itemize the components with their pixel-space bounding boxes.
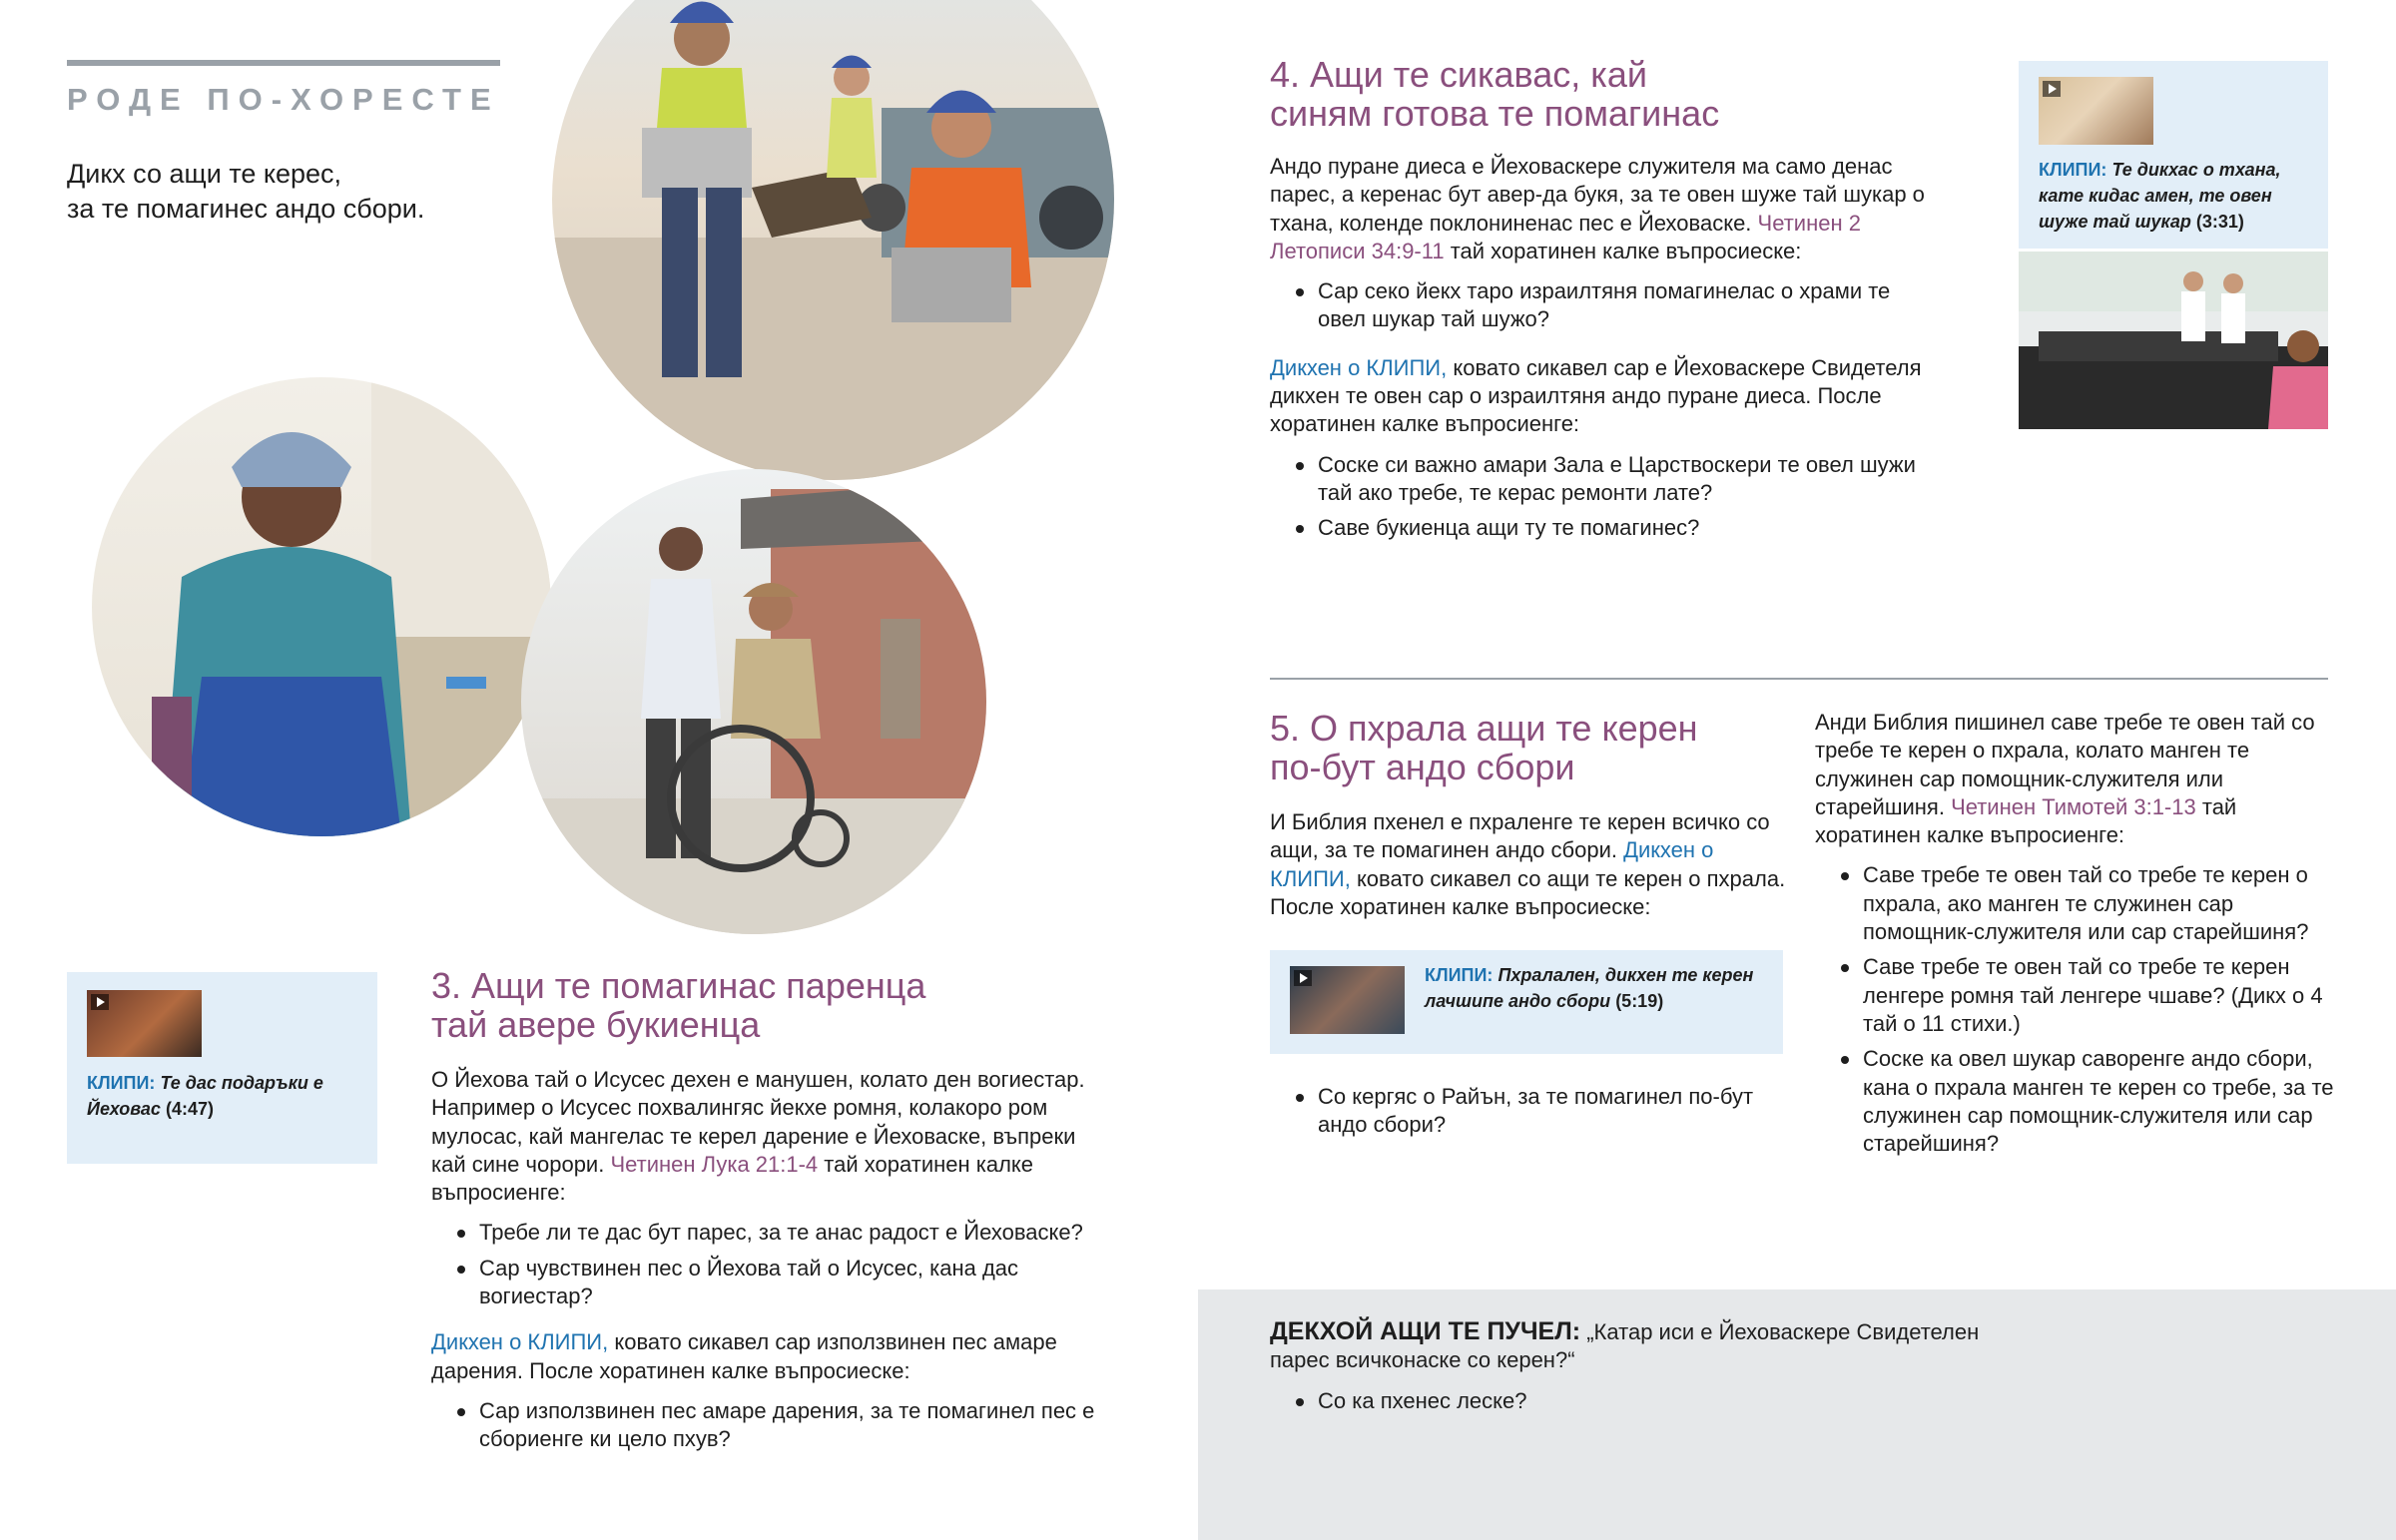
section5-video-caption [1425,962,1764,1014]
header-rule [67,60,500,66]
section3-video-box[interactable] [67,972,377,1164]
section4 [1270,55,1929,550]
video-duration: (5:19) [1615,991,1664,1011]
section4-paragraph-1: Андо пуране диеса е Йеховаскере служителя ма само денас парес, а керенас бут авер-да букя, за те овен шуже тай шукар о тхана, коленде поклониненас пес е Йеховаске. Четинен 2 Летописи 34:9-11 тай хоратинен калке въпросиеске: [1270,154,1925,263]
section5-right-column [1815,709,2334,1165]
video-label: КЛИПИ: [87,1073,156,1093]
question-item: Саве букиенца ащи ту те помагинес? [1270,514,1929,542]
video-label: КЛИПИ: [2039,160,2107,180]
intro-text: Дикх со ащи те керес, за те помагинес андо сбори. [67,159,425,224]
section3-paragraph-2: Дикхен о КЛИПИ, ковато сикавел сар използвинен пес амаре дарения. После хоратинен калке въпросиеске: [431,1329,1057,1383]
section3-video-link[interactable]: Дикхен о КЛИПИ, [431,1329,609,1355]
section3-questions-1 [431,1219,1100,1310]
section3-video-caption [87,1070,356,1122]
section5-paragraph-1: И Библия пхенел е пхраленге те керен всичко со ащи, за те помагинен андо сбори. Дикхен о КЛИПИ, ковато сикавел со ащи те керен о пхрала. После хоратинен калке въпросиеске: [1270,809,1786,919]
section5 [1270,709,1789,921]
footer-label: ДЕКХОЙ АЩИ ТЕ ПУЧЕЛ: [1270,1317,1581,1345]
question-item: Саве требе те овен тай со требе те керен ленгере ромня тай ленгере чшаве? (Дикх о 4 тай о 11 стихи.) [1815,953,2334,1038]
footer-questions [1270,1387,1989,1415]
section-divider [1270,678,2328,680]
video-title: Те дас подаръки е Йеховас [87,1073,323,1119]
section3-heading: 3. Ащи те помагинас паренца тай авере букиенца [431,965,926,1045]
section5-video-thumbnail[interactable] [1290,966,1405,1034]
section5-questions-1 [1270,1083,1789,1147]
section4-heading: 4. Ащи те сикавас, кай синям готова те помагинас [1270,54,1720,134]
section5-paragraph-2: Анди Библия пишинел саве требе те овен тай со требе те керен о пхрала, колато манген те служинен сар помощник-служителя или старейшиня. Четинен Тимотей 3:1-13 тай хоратинен калке въпросиенге: [1815,710,2315,848]
question-item: Со ка пхенес леске? [1270,1387,1989,1415]
footer-text [1270,1317,1989,1422]
question-item: Требе ли те дас бут парес, за те анас радост е Йеховаске? [431,1219,1100,1247]
question-item: Сар секо йекх таро израилтяня помагинелас о храми те овел шукар тай шужо? [1270,277,1929,334]
question-item: Со кергяс о Райън, за те помагинел по-бут андо сбори? [1270,1083,1789,1140]
section5-video-box[interactable] [1270,950,1783,1054]
illustration-wheelchair [521,469,986,934]
video-duration: (3:31) [2195,212,2244,232]
footer-quote: „Катар иси е Йеховаскере Свидетелен парес всичконаске со керен?“ [1270,1319,1980,1373]
illustration-construction [552,0,1114,480]
section3 [431,966,1100,1461]
section4-video-link[interactable]: Дикхен о КЛИПИ, [1270,354,1448,380]
question-item: Соске ка овел шукар саворенге андо сбори, кана о пхрала манген те керен со требе, за те служинен сар помощник-служителя или сар старейшиня? [1815,1045,2334,1158]
section4-photo [2019,252,2328,429]
question-item: Сар използвинен пес амаре дарения, за те помагинел пес е сбориенге ки цело пхув? [431,1397,1100,1454]
question-item: Саве требе те овен тай со требе те керен о пхрала, ако манген те служинен сар помощник-служителя или сар старейшиня? [1815,861,2334,946]
section4-scripture-link[interactable]: Четинен 2 Летописи 34:9-11 [1270,210,1861,263]
section3-paragraph-1: О Йехова тай о Исусес дехен е манушен, колато ден вогиестар. Например о Исусес похвалингяс йекхе ромня, колакоро ром мулосас, кай мангелас те керел дарение е Йеховаске, въпреки кай сине чорори. Четинен Лука 21:1-4 тай хоратинен калке въпросиенге: [431,1067,1085,1206]
section3-video-thumbnail[interactable] [87,990,202,1057]
video-title: Те дикхас о тхана, кате кидас амен, те овен шуже тай шукар [2039,160,2281,232]
section4-video-thumbnail[interactable] [2039,77,2153,145]
video-duration: (4:47) [165,1099,214,1119]
section4-video-caption [2039,157,2323,235]
section4-video-box[interactable] [2019,61,2328,249]
question-item: Соске си важно амари Зала е Царствоскери те овел шужи тай ако требе, те керас ремонти лате? [1270,451,1929,508]
section3-scripture-link[interactable]: Четинен Лука 21:1-4 [610,1151,819,1177]
question-item: Сар чувствинен пес о Йехова тай о Исусес, кана дас вогиестар? [431,1255,1100,1311]
section5-video-link[interactable]: Дикхен о КЛИПИ, [1270,837,1714,891]
section5-questions-2 [1815,861,2334,1158]
section4-questions-1 [1270,277,1929,334]
video-label: КЛИПИ: [1425,965,1494,985]
section4-paragraph-2: Дикхен о КЛИПИ, ковато сикавел сар е Йеховаскере Свидетеля дикхен те овен сар о израилтяня андо пуране диеса. После хоратинен калке въпросиенге: [1270,354,1922,437]
play-icon [91,994,109,1010]
footer-box [1198,1289,2396,1540]
section4-questions-2 [1270,451,1929,543]
play-icon [1294,970,1312,986]
page-title: РОДЕ ПО-ХОРЕСТЕ [67,82,500,117]
play-icon [2043,81,2061,97]
illustration-donation [92,377,551,836]
section5-heading: 5. О пхрала ащи те керен по-бут андо сбори [1270,708,1698,787]
section3-questions-2 [431,1397,1100,1454]
section5-scripture-link[interactable]: Четинен Тимотей 3:1-13 [1951,793,2196,819]
video-title: Пхралален, дикхен те керен лачшипе андо сбори [1425,965,1754,1011]
